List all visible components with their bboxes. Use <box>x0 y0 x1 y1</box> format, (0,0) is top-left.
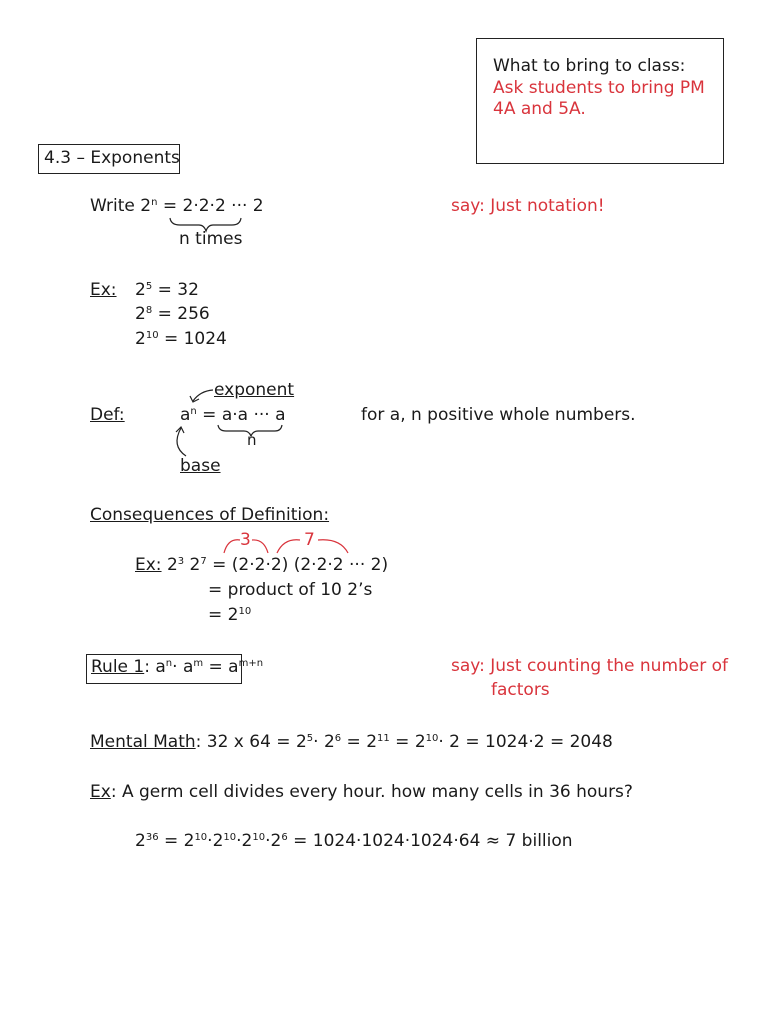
mm-p4: = 2 <box>389 732 426 752</box>
germ-p1: 2 <box>135 831 146 851</box>
say-just-notation: say: Just notation! <box>451 196 605 216</box>
mm-e3: 11 <box>377 733 390 744</box>
cons-l3-prefix: = 2 <box>208 605 239 625</box>
say-counting-factors-2: factors <box>491 680 550 700</box>
germ-text: : A germ cell divides every hour. how many cells in 36 hours? <box>110 782 633 802</box>
rule1-label: Rule 1 <box>91 657 145 677</box>
germ-p5: ·2 <box>265 831 282 851</box>
definition-label: Def: <box>90 405 125 425</box>
example-rhs: = 32 <box>152 280 199 300</box>
germ-e2: 10 <box>194 832 208 843</box>
mental-math-label: Mental Math <box>90 732 196 752</box>
example-exp: 8 <box>145 305 153 316</box>
definition-underbrace <box>218 425 282 436</box>
germ-e5: 6 <box>281 832 288 843</box>
def-exp-var: n <box>190 406 197 417</box>
exponent-arrow <box>193 390 213 401</box>
example-exp: 5 <box>145 281 153 292</box>
example-rhs: = 256 <box>152 304 210 324</box>
rule1-e3: m+n <box>238 658 264 669</box>
consequences-ex-label: Ex: <box>135 555 162 575</box>
cons-rhs: = (2·2·2) (2·2·2 ··· 2) <box>206 555 389 575</box>
arc-3 <box>224 540 268 553</box>
section-title: 4.3 – Exponents <box>44 148 180 168</box>
example-base: 2 <box>135 280 146 300</box>
bring-line-2: 4A and 5A. <box>493 99 586 119</box>
rule1-eq: = a <box>203 657 239 677</box>
definition-condition: for a, n positive whole numbers. <box>361 405 636 425</box>
cons-e2: 7 <box>200 556 207 567</box>
write-rhs: = 2·2·2 ··· 2 <box>162 196 264 216</box>
write-underbrace <box>170 218 241 231</box>
germ-p3: ·2 <box>207 831 224 851</box>
germ-p2: = 2 <box>158 831 195 851</box>
germ-ex-label: Ex <box>90 782 111 802</box>
arc-7 <box>277 540 348 553</box>
example-base: 2 <box>135 329 146 349</box>
mm-p1: : 32 x 64 = 2 <box>195 732 307 752</box>
bring-heading: What to bring to class: <box>493 56 686 76</box>
base-label: base <box>180 456 221 476</box>
example-exp: 10 <box>145 330 159 341</box>
consequences-heading: Consequences of Definition: <box>90 505 330 525</box>
arc-label-7: 7 <box>304 530 315 550</box>
germ-e3: 10 <box>223 832 237 843</box>
def-rhs: = a·a ··· a <box>196 405 286 425</box>
mm-e4: 10 <box>425 733 439 744</box>
say-counting-factors: say: Just counting the number of <box>451 656 729 676</box>
bring-line-1: Ask students to bring PM <box>493 78 705 98</box>
mm-e2: 6 <box>334 733 342 744</box>
write-prefix: Write 2 <box>90 196 152 216</box>
mm-p5: · 2 = 1024·2 = 2048 <box>438 732 613 752</box>
rule1-e2: m <box>193 658 204 669</box>
cons-e1: 3 <box>177 556 185 567</box>
mm-p2: · 2 <box>313 732 335 752</box>
mm-e1: 5 <box>306 733 314 744</box>
write-brace-label: n times <box>179 229 243 249</box>
rule1-e1: n <box>165 658 173 669</box>
germ-p4: ·2 <box>236 831 253 851</box>
def-base-var: a <box>180 405 191 425</box>
examples-label: Ex: <box>90 280 117 300</box>
exponent-label: exponent <box>214 380 295 400</box>
cons-b2: 2 <box>184 555 201 575</box>
arc-label-3: 3 <box>240 530 251 550</box>
base-arrow <box>177 428 186 456</box>
example-base: 2 <box>135 304 146 324</box>
definition-brace-label: n <box>247 431 257 449</box>
write-exp: n <box>151 197 158 208</box>
germ-e1: 36 <box>145 832 159 843</box>
consequences-line-2: = product of 10 2’s <box>208 580 373 600</box>
example-rhs: = 1024 <box>158 329 227 349</box>
rule1-colon: : a <box>144 657 166 677</box>
rule1-mid: · a <box>172 657 194 677</box>
cons-l3-exp: 10 <box>238 606 252 617</box>
mm-p3: = 2 <box>341 732 378 752</box>
germ-e4: 10 <box>252 832 266 843</box>
cons-b1: 2 <box>166 555 178 575</box>
germ-p6: = 1024·1024·1024·64 ≈ 7 billion <box>287 831 573 851</box>
